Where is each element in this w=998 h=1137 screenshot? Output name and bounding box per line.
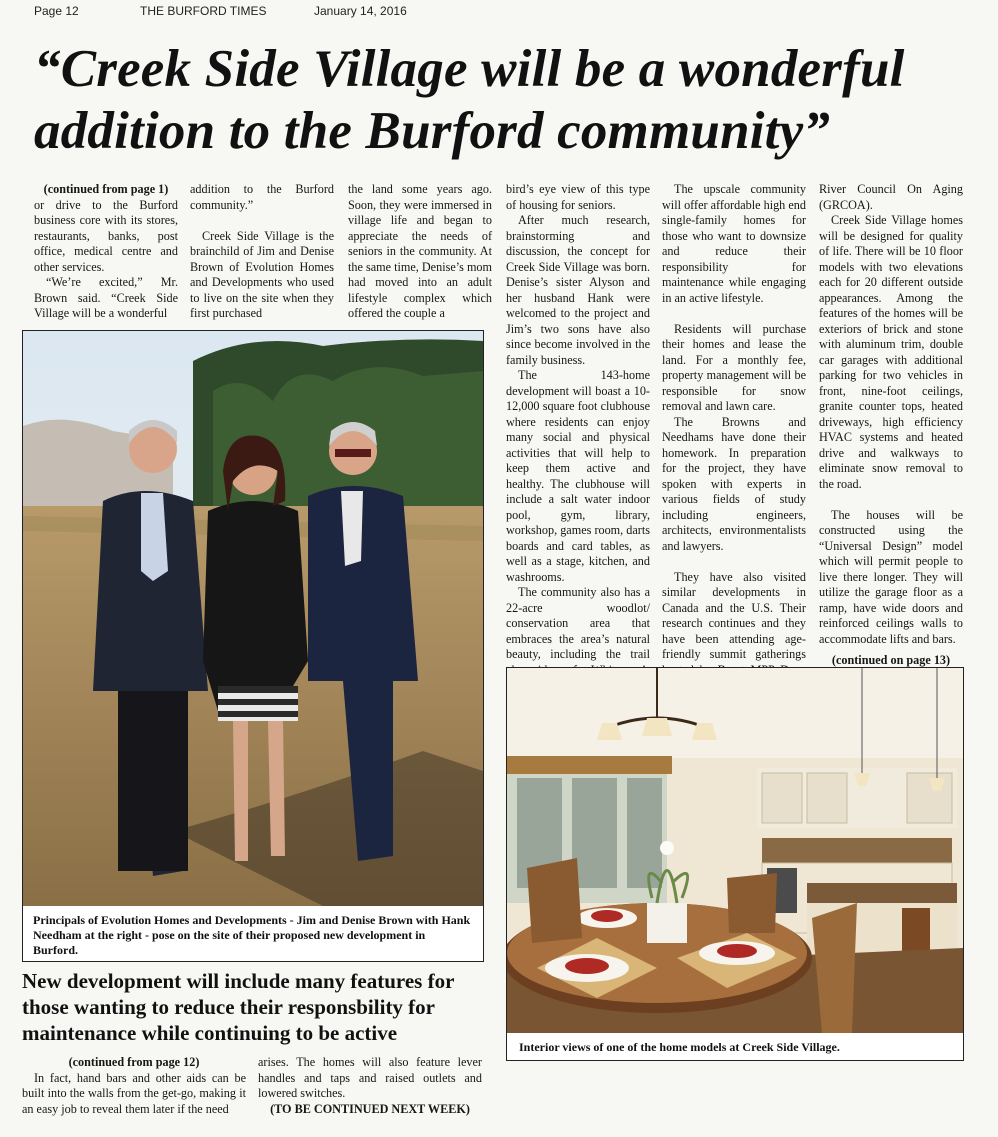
masthead: [34, 2, 988, 18]
paragraph: addition to the Burford community.”: [190, 182, 334, 212]
paragraph: The Browns and Needhams have done their homework. In preparation for the project, they have spoken with experts in various fields of study including engineers, architects, environmentalists and lawyers.: [662, 414, 806, 553]
continued-from-note: (continued from page 1): [43, 182, 169, 196]
paragraph: or drive to the Burford business core with its stores, restaurants, banks, post office, medical centre and other services.: [34, 197, 178, 274]
photo-caption: Interior views of one of the home models at Creek Side Village.: [519, 1040, 840, 1054]
second-story-column-2: [258, 1055, 482, 1117]
article-column-1: [34, 182, 178, 322]
paragraph: bird’s eye view of this type of housing for seniors.: [506, 182, 650, 212]
second-story-headline: New development will include many features for those wanting to reduce their responsbility for maintenance while continuing to be active: [22, 969, 455, 1045]
continued-from-note: (continued from page 12): [68, 1055, 200, 1069]
paragraph: River Council On Aging (GRCOA).: [819, 182, 963, 212]
continued-on-note: (continued on page 13): [831, 653, 951, 667]
article-column-3: [348, 182, 492, 322]
page-headline: “Creek Side Village will be a wonderful addition to the Burford community”: [34, 40, 905, 160]
article-column-5: [662, 182, 806, 694]
paragraph: Creek Side Village is the brainchild of Jim and Denise Brown of Evolution Homes and Developments who used to live on the site when they first purchased: [190, 228, 334, 320]
paragraph: The houses will be constructed using the “Universal Design” model which will permit people to live there longer. They will utilize the garage floor as a ramp, have wide doors and reinforced ceilings walls to accommodate lifts and bars.: [819, 507, 963, 646]
interior-photo-image: [507, 668, 963, 1033]
paragraph: Residents will purchase their homes and lease the land. For a monthly fee, property management will be responsible for snow removal and lawn care.: [662, 321, 806, 413]
page-number: Page 12: [34, 4, 79, 18]
paragraph: the land some years ago. Soon, they were immersed in village life and began to appreciate the needs of seniors in the community. At the same time, Denise’s mom had moved into an adult lifestyle complex which offered the couple a: [348, 182, 492, 320]
paragraph: “We’re excited,” Mr. Brown said. “Creek Side Village will be a wonderful: [34, 275, 178, 320]
paragraph: The community also has a 22-acre woodlot/ conservation area that embraces the area’s natural beauty, including the trail: [506, 585, 650, 661]
paragraph: After much research, brainstorming and discussion, the concept for Creek Side Village was born. Denise’s sister Alyson and her husband Hank were welcomed to the project and Jim’s two sons have also since become involved in the family business.: [506, 213, 650, 367]
paragraph: They have also visited similar developments in Canada and the U.S. Their research continues and they have been attending age-friendly summit gatherings: [662, 569, 806, 661]
outdoor-photo-image: [23, 331, 483, 906]
second-story-column-1: [22, 1055, 246, 1117]
paragraph: In fact, hand bars and other aids can be built into the walls from the get-go, making it an easy job to reveal them later if the need: [22, 1070, 246, 1116]
issue-date: January 14, 2016: [314, 4, 407, 18]
newspaper-name: THE BURFORD TIMES: [140, 4, 267, 18]
article-column-4: [506, 182, 650, 694]
to-be-continued-note: (TO BE CONTINUED NEXT WEEK): [270, 1101, 470, 1116]
paragraph: The upscale community will offer affordable high end single-family homes for those who want to downsize and reduce their responsibility for maintenance while engaging in an active lifestyle.: [662, 182, 806, 305]
article-column-2: [190, 182, 334, 322]
article-column-6: [819, 182, 963, 669]
photo-caption: Principals of Evolution Homes and Developments - Jim and Denise Brown with Hank Needham at the right - pose on the site of their proposed new development in Burford.: [33, 913, 471, 957]
paragraph: The 143-home development will boast a 10-12,000 square foot clubhouse where residents can enjoy many social and physical activities that will help to keep them active and healthy. The clubhouse will include a salt water indoor pool, gym, library, workshop, games room, darts boards and card tables, as well as a stage, kitchen, and washrooms.: [506, 368, 650, 584]
paragraph: Creek Side Village homes will be designed for quality of life. There will be 10 floor models with two elevations each for 20 different outside appearances. Among the features of the homes will be exteriors of brick and stone with aluminum trim, double car garages with additional parking for two vehicles in front, nine-foot ceilings, granite counter tops, heated driveways, high efficiency HVAC systems and heated drive and walkways to eliminate snow removal to the road.: [819, 213, 963, 491]
photo-principals: [22, 330, 484, 962]
photo-interior: [506, 667, 964, 1061]
paragraph: arises. The homes will also feature lever handles and taps and raised outlets and lowered switches.: [258, 1055, 482, 1100]
